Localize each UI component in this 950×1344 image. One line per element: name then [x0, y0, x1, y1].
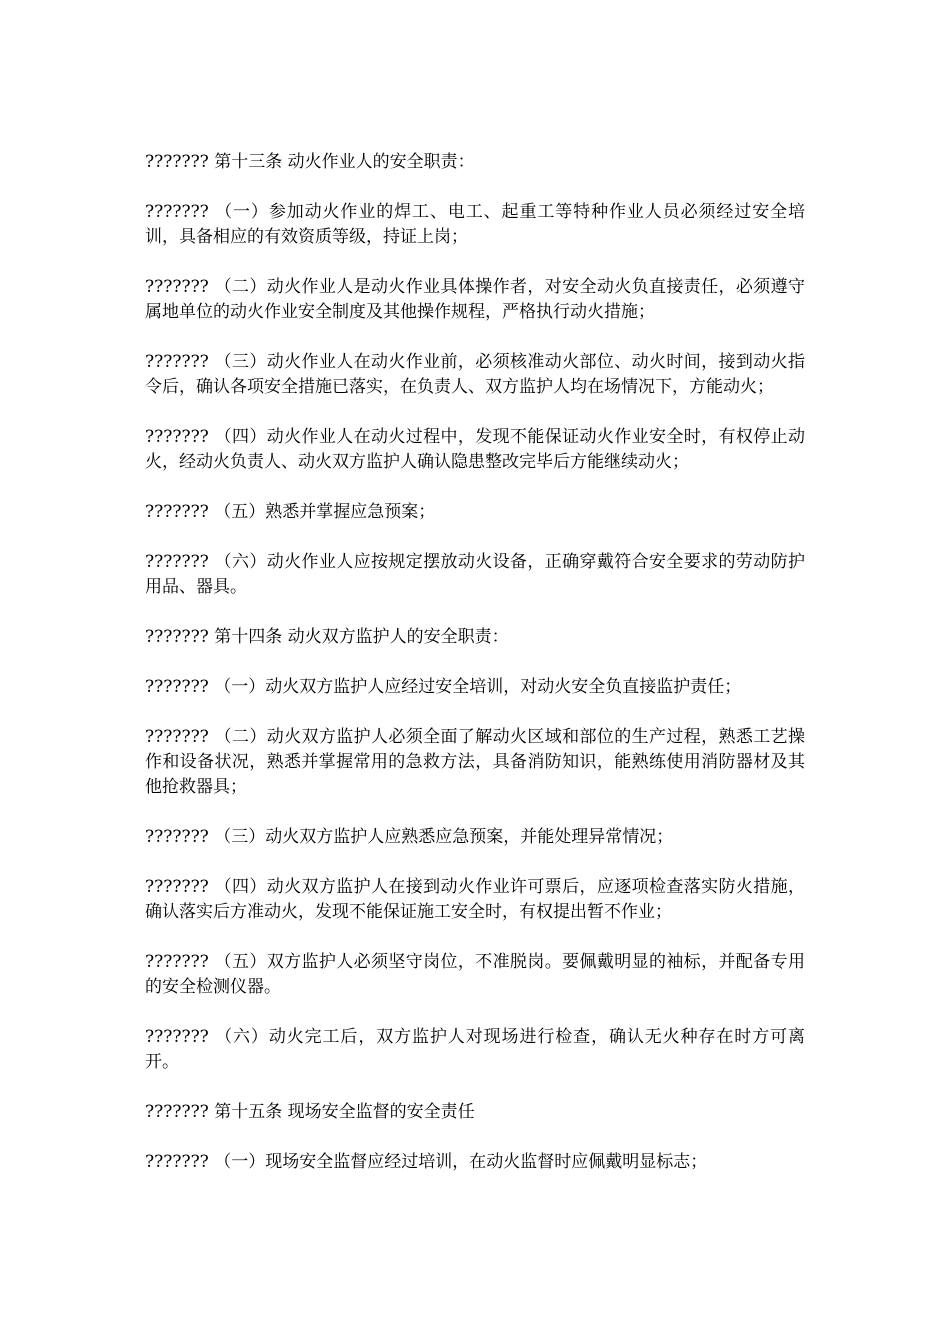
article-14-item-5: ??????? （五）双方监护人必须坚守岗位，不准脱岗。要佩戴明显的袖标，并配备专用的安全检测仪器。 — [145, 952, 805, 997]
article-14-item-6: ??????? （六）动火完工后，双方监护人对现场进行检查，确认无火种存在时方可离开。 — [145, 1027, 805, 1072]
article-14-item-3: ??????? （三）动火双方监护人应熟悉应急预案，并能处理异常情况； — [145, 827, 674, 847]
article-14-item-4: ??????? （四）动火双方监护人在接到动火作业许可票后，应逐项检查落实防火措施，确认落实后方准动火，发现不能保证施工安全时，有权提出暂不作业； — [145, 877, 805, 922]
article-13-item-1: ??????? （一）参加动火作业的焊工、电工、起重工等特种作业人员必须经过安全培训，具备相应的有效资质等级，持证上岗； — [145, 202, 805, 247]
article-13-item-3: ??????? （三）动火作业人在动火作业前，必须核准动火部位、动火时间，接到动火指令后，确认各项安全措施已落实，在负责人、双方监护人均在场情况下，方能动火； — [145, 352, 805, 397]
article-13-item-5: ??????? （五）熟悉并掌握应急预案； — [145, 502, 436, 522]
article-13-item-6: ??????? （六）动火作业人应按规定摆放动火设备，正确穿戴符合安全要求的劳动防护用品、器具。 — [145, 552, 805, 597]
article-15-item-1: ??????? （一）现场安全监督应经过培训，在动火监督时应佩戴明显标志； — [145, 1152, 708, 1172]
article-13-item-2: ??????? （二）动火作业人是动火作业具体操作者，对安全动火负直接责任，必须遵守属地单位的动火作业安全制度及其他操作规程，严格执行动火措施； — [145, 277, 805, 322]
article-14-item-2: ??????? （二）动火双方监护人必须全面了解动火区域和部位的生产过程，熟悉工艺操作和设备状况，熟悉并掌握常用的急救方法，具备消防知识，能熟练使用消防器材及其他抢救器具； — [145, 727, 805, 797]
article-14-heading: ??????? 第十四条 动火双方监护人的安全职责： — [145, 627, 509, 647]
article-14-item-1: ??????? （一）动火双方监护人应经过安全培训，对动火安全负直接监护责任； — [145, 677, 742, 697]
article-13-heading: ??????? 第十三条 动火作业人的安全职责： — [145, 152, 475, 172]
article-13-item-4: ??????? （四）动火作业人在动火过程中，发现不能保证动火作业安全时，有权停止动火，经动火负责人、动火双方监护人确认隐患整改完毕后方能继续动火； — [145, 427, 805, 472]
document-body — [145, 150, 805, 1200]
article-15-heading: ??????? 第十五条 现场安全监督的安全责任 — [145, 1102, 475, 1122]
